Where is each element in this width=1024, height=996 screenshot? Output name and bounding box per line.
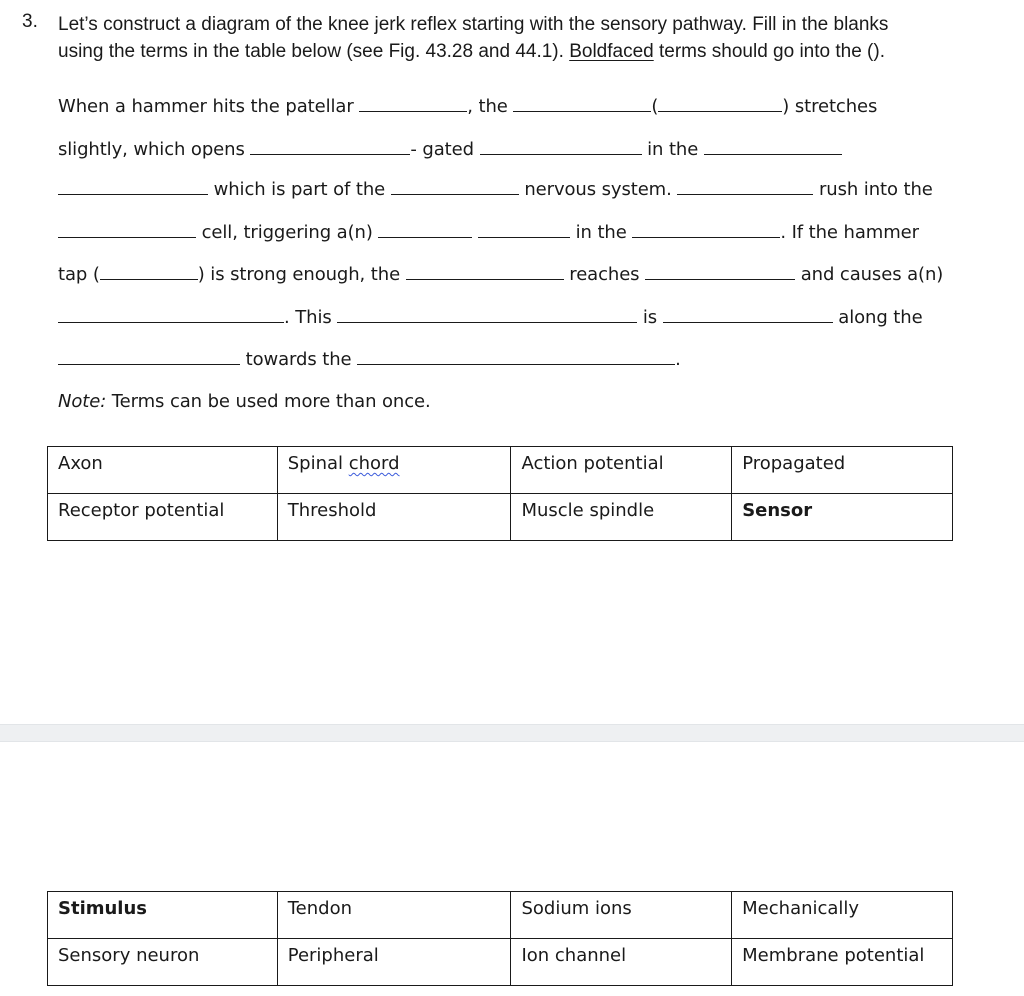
blank-field[interactable] — [58, 350, 240, 365]
table-cell-bold: Sensor — [732, 494, 953, 541]
table-row — [48, 892, 953, 939]
terms-table-1 — [47, 446, 953, 541]
blank-field[interactable] — [100, 265, 198, 280]
table-cell: Sodium ions — [511, 892, 732, 939]
fill-line-4 — [58, 222, 919, 243]
text: cell, triggering a(n) — [196, 222, 379, 243]
text: in the — [570, 222, 633, 243]
blank-field[interactable] — [677, 180, 813, 195]
spellcheck-word: chord — [348, 453, 400, 474]
table-cell: Propagated — [732, 447, 953, 494]
blank-field[interactable] — [480, 140, 642, 155]
fill-line-7 — [58, 349, 681, 370]
text: along the — [832, 307, 923, 328]
note — [58, 391, 431, 412]
text: When a hammer hits the patellar — [58, 96, 360, 117]
blank-field[interactable] — [658, 97, 782, 112]
text: towards the — [240, 349, 358, 370]
fill-line-3 — [58, 179, 933, 200]
blank-field[interactable] — [378, 223, 472, 238]
note-label: Note: — [58, 391, 107, 412]
text: tap ( — [58, 264, 100, 285]
fill-line-2 — [58, 139, 842, 160]
prompt-boldfaced-word: Boldfaced — [569, 41, 654, 62]
text: nervous system. — [518, 179, 678, 200]
blank-field[interactable] — [58, 308, 284, 323]
question-prompt — [58, 11, 918, 65]
table-cell: Membrane potential — [732, 939, 953, 986]
text: is — [637, 307, 663, 328]
table-row — [48, 939, 953, 986]
blank-field[interactable] — [58, 180, 208, 195]
text: - gated — [410, 139, 480, 160]
table-cell: Receptor potential — [48, 494, 278, 541]
text: which is part of the — [208, 179, 391, 200]
question-number: 3. — [22, 11, 38, 32]
text: . — [675, 349, 681, 370]
text: reaches — [563, 264, 646, 285]
blank-field[interactable] — [406, 265, 564, 280]
blank-field[interactable] — [513, 97, 651, 112]
note-text: Terms can be used more than once. — [106, 391, 431, 412]
text: ( — [651, 96, 659, 117]
blank-field[interactable] — [632, 223, 780, 238]
text: , the — [467, 96, 514, 117]
table-cell-bold: Stimulus — [48, 892, 278, 939]
blank-field[interactable] — [58, 223, 196, 238]
blank-field[interactable] — [704, 140, 842, 155]
table-cell: Sensory neuron — [48, 939, 278, 986]
blank-field[interactable] — [359, 97, 467, 112]
blank-field[interactable] — [663, 308, 833, 323]
terms-table-2 — [47, 891, 953, 986]
table-cell: Threshold — [277, 494, 511, 541]
blank-field[interactable] — [357, 350, 675, 365]
fill-line-6 — [58, 307, 923, 328]
text: . If the hammer — [780, 222, 919, 243]
blank-field[interactable] — [645, 265, 795, 280]
fill-line-1 — [58, 96, 877, 117]
cell-text: Spinal chord — [287, 453, 400, 474]
blank-field[interactable] — [478, 223, 570, 238]
blank-field[interactable] — [337, 308, 637, 323]
prompt-text: Let’s construct a diagram of the knee jerk reflex starting with the sensory pathway. Fill in the blanks using the terms in the table below (see Fig. 43.28 and 44.1). — [58, 14, 889, 62]
table-cell: Axon — [48, 447, 278, 494]
document-page-2 — [0, 742, 1024, 996]
blank-field[interactable] — [250, 140, 410, 155]
table-row — [48, 447, 953, 494]
text: rush into the — [813, 179, 933, 200]
text: and causes a(n) — [795, 264, 944, 285]
table-cell: Action potential — [511, 447, 732, 494]
text: ) is strong enough, the — [197, 264, 406, 285]
text: slightly, which opens — [58, 139, 251, 160]
table-cell — [277, 447, 511, 494]
text: . This — [284, 307, 338, 328]
blank-field[interactable] — [391, 180, 519, 195]
table-cell: Tendon — [277, 892, 511, 939]
fill-line-5 — [58, 264, 943, 285]
table-cell: Mechanically — [732, 892, 953, 939]
table-cell: Ion channel — [511, 939, 732, 986]
table-cell: Peripheral — [277, 939, 511, 986]
table-cell: Muscle spindle — [511, 494, 732, 541]
prompt-text-end: terms should go into the (). — [653, 41, 885, 62]
text: ) stretches — [782, 96, 878, 117]
page-break — [0, 724, 1024, 742]
table-row — [48, 494, 953, 541]
text: in the — [641, 139, 704, 160]
